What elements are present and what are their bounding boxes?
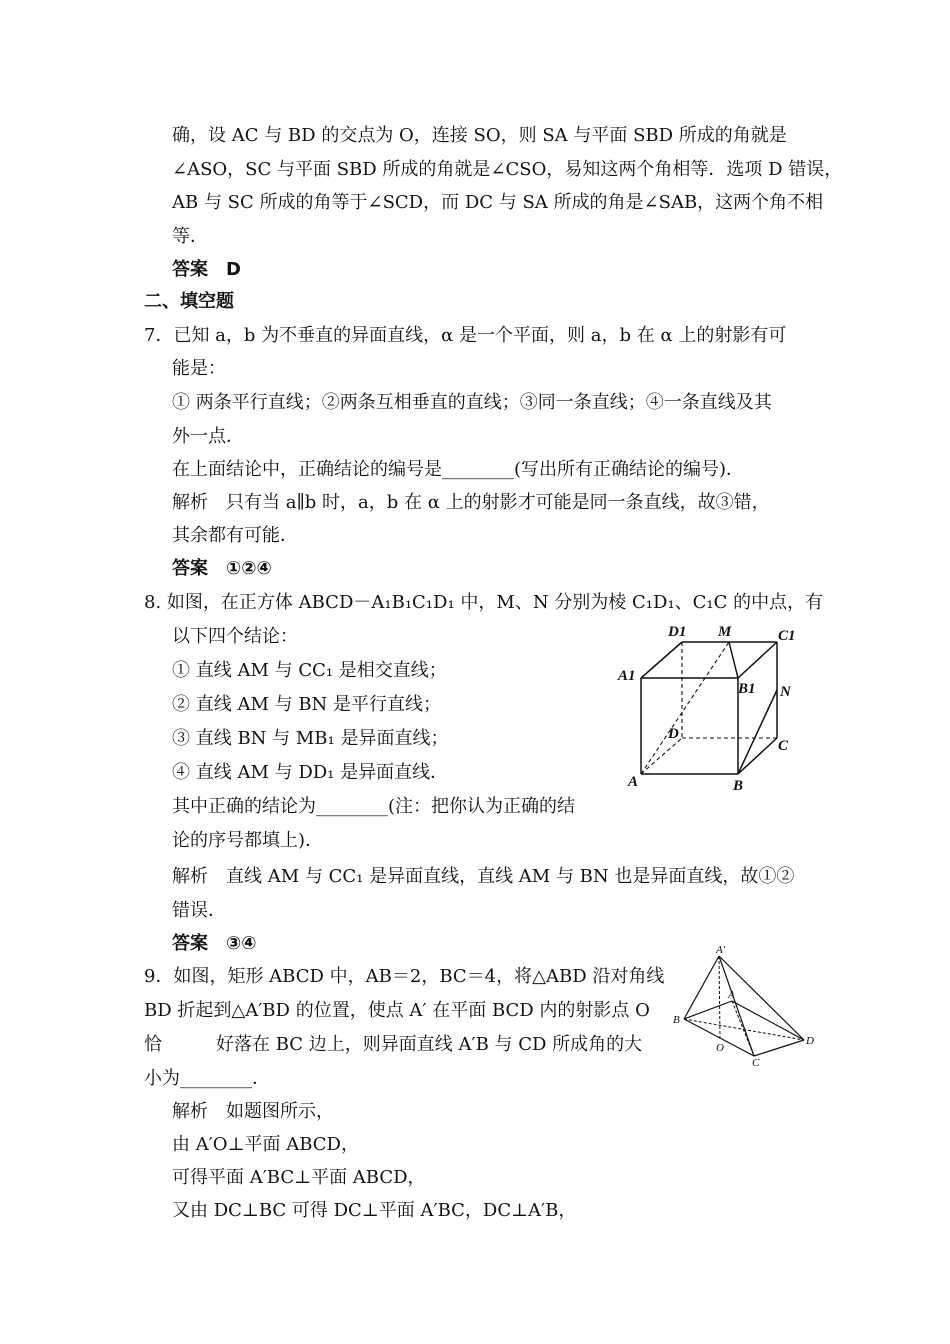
cube-label-d1: D1 xyxy=(668,624,687,640)
cube-label-c: C xyxy=(778,738,789,754)
q8-line-2: 以下四个结论： xyxy=(172,626,298,647)
cube-figure xyxy=(612,618,802,798)
q7-line-5: 在上面结论中，正确结论的编号是________(写出所有正确结论的编号)． xyxy=(172,459,745,480)
pyramid-figure xyxy=(670,943,820,1068)
q9-analysis-2: 由 A′O⊥平面 ABCD， xyxy=(172,1134,359,1155)
section-heading-fill-blank: 二、填空题 xyxy=(144,291,234,312)
q7-analysis-2: 其余都有可能． xyxy=(172,525,298,546)
q8-option-1: ① 直线 AM 与 CC₁ 是相交直线； xyxy=(172,660,447,681)
cube-label-m: M xyxy=(718,624,732,640)
pyr-label-a: A xyxy=(728,989,735,1001)
q8-option-3: ③ 直线 BN 与 MB₁ 是异面直线； xyxy=(172,728,449,749)
cube-label-n: N xyxy=(780,684,791,700)
q7-line-4: 外一点． xyxy=(172,426,244,447)
q8-option-2: ② 直线 AM 与 BN 是平行直线； xyxy=(172,694,442,715)
cube-label-b1: B1 xyxy=(738,681,756,697)
q9-line-1: 9．如图，矩形 ABCD 中，AB＝2，BC＝4，将△ABD 沿对角线 xyxy=(144,966,665,987)
q9-analysis-4: 又由 DC⊥BC 可得 DC⊥平面 A′BC，DC⊥A′B， xyxy=(172,1200,577,1221)
q8-analysis-2: 错误． xyxy=(172,900,226,921)
answer-6: 答案 D xyxy=(172,259,241,280)
q8-analysis-1: 解析 直线 AM 与 CC₁ 是异面直线，直线 AM 与 BN 也是异面直线，故①② xyxy=(172,866,795,887)
pyr-label-b: B xyxy=(673,1014,680,1026)
q9-line-3: 恰 好落在 BC 边上，则异面直线 A′B 与 CD 所成角的大 xyxy=(144,1034,643,1055)
pyr-label-o: O xyxy=(716,1042,724,1054)
pyr-label-a-prime: A′ xyxy=(716,944,726,956)
text-line-4: 等． xyxy=(172,226,208,247)
text-line-1: 确，设 AC 与 BD 的交点为 O，连接 SO，则 SA 与平面 SBD 所成的角就是 xyxy=(172,125,787,146)
q9-analysis-3: 可得平面 A′BC⊥平面 ABCD， xyxy=(172,1167,426,1188)
pyr-label-d: D xyxy=(806,1035,814,1047)
cube-label-a1: A1 xyxy=(618,668,636,684)
q7-line-3: ① 两条平行直线；②两条互相垂直的直线；③同一条直线；④一条直线及其 xyxy=(172,392,772,413)
answer-7: 答案 ①②④ xyxy=(172,558,272,579)
pyr-label-c: C xyxy=(752,1057,760,1068)
q7-line-1: 7．已知 a，b 为不垂直的异面直线，α 是一个平面，则 a，b 在 α 上的射影有可 xyxy=(144,325,787,346)
q9-line-4: 小为________． xyxy=(144,1068,270,1089)
q7-analysis-1: 解析 只有当 a∥b 时，a，b 在 α 上的射影才可能是同一条直线，故③错， xyxy=(172,492,770,513)
q8-line-7: 其中正确的结论为________(注：把你认为正确的结 xyxy=(172,796,576,817)
answer-8: 答案 ③④ xyxy=(172,933,257,954)
q8-line-8: 论的序号都填上)． xyxy=(172,830,324,851)
cube-label-a: A xyxy=(628,774,639,790)
q8-option-4: ④ 直线 AM 与 DD₁ 是异面直线． xyxy=(172,762,449,783)
q9-line-2: BD 折起到△A′BD 的位置，使点 A′ 在平面 BCD 内的射影点 O xyxy=(144,1000,650,1021)
cube-label-d: D xyxy=(668,726,679,742)
q9-analysis-1: 解析 如题图所示， xyxy=(172,1101,334,1122)
cube-label-b: B xyxy=(733,778,744,794)
text-line-3: AB 与 SC 所成的角等于∠SCD，而 DC 与 SA 所成的角是∠SAB，这两个角不相 xyxy=(172,192,824,213)
cube-label-c1: C1 xyxy=(778,628,796,644)
q7-line-2: 能是： xyxy=(172,358,226,379)
q8-line-1: 8. 如图，在正方体 ABCD－A₁B₁C₁D₁ 中，M、N 分别为棱 C₁D₁、C₁C 的中点，有 xyxy=(144,592,824,613)
text-line-2: ∠ASO，SC 与平面 SBD 所成的角就是∠CSO，易知这两个角相等．选项 D 错误， xyxy=(172,159,843,180)
